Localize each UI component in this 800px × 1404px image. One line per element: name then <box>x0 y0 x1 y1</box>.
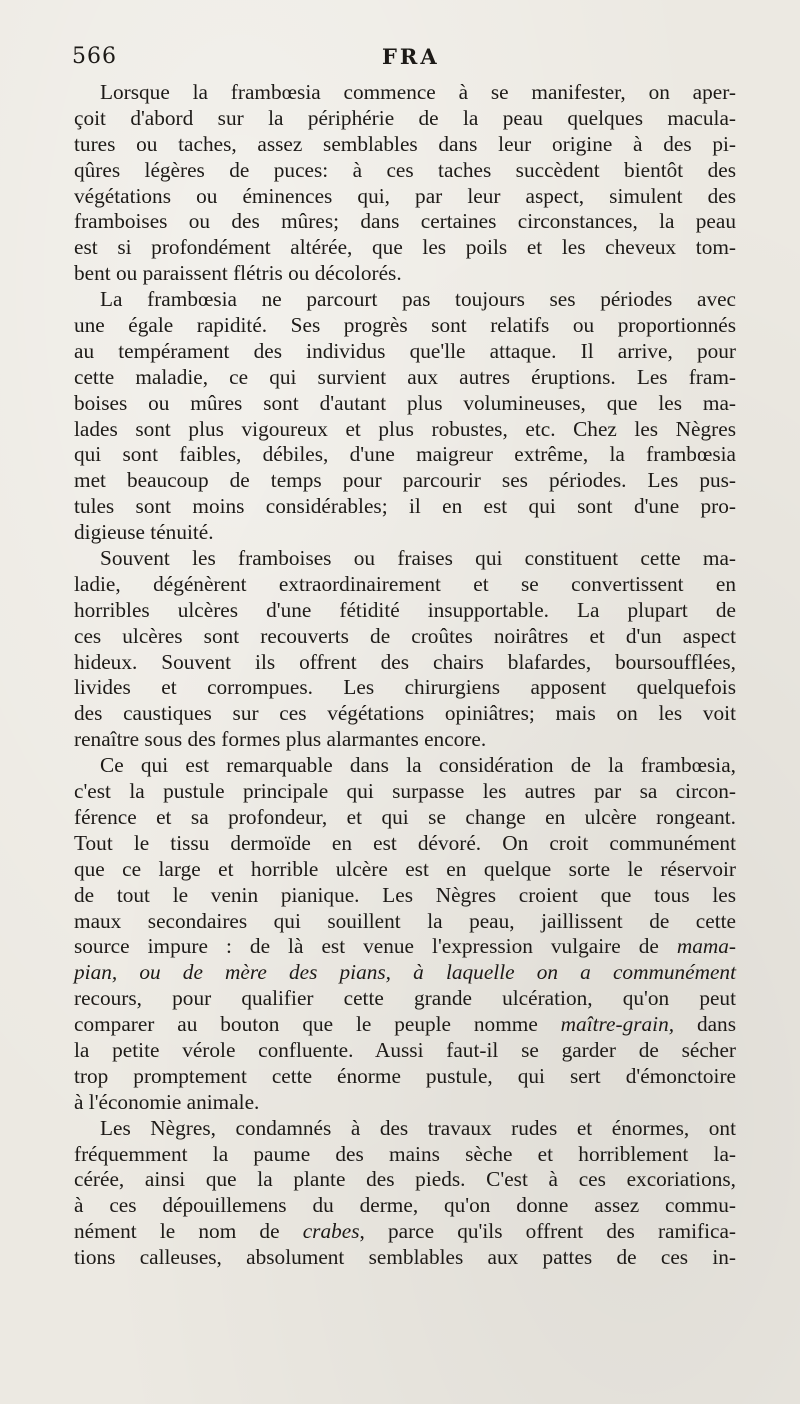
text-line: Souvent les framboises ou fraises qui constituent cette ma- <box>100 546 736 571</box>
text-line: c'est la pustule principale qui surpasse les autres par sa circon- <box>74 779 736 804</box>
text-line: cérée, ainsi que la plante des pieds. C'est à ces excoriations, <box>74 1167 736 1192</box>
text-line: férence et sa profondeur, et qui se change en ulcère rongeant. <box>74 804 736 829</box>
text-line: des caustiques sur ces végétations opiniâtres; mais on les voit <box>74 701 736 726</box>
text-line <box>74 1012 736 1038</box>
running-head: FRA <box>382 44 440 69</box>
text-line: Ce qui est remarquable dans la considération de la frambœsia, <box>100 753 736 778</box>
text-line: Lorsque la frambœsia commence à se manifester, on aper- <box>100 80 736 104</box>
text-line: à l'économie animale. <box>74 1089 260 1114</box>
text-line: est si profondément altérée, que les poils et les cheveux tom- <box>74 235 736 260</box>
text-line <box>74 1219 736 1245</box>
text-line: ces ulcères sont recouverts de croûtes noirâtres et d'un aspect <box>74 623 736 648</box>
text-line: qui sont faibles, débiles, d'une maigreur extrême, la frambœsia <box>74 442 736 467</box>
text-line: framboises ou des mûres; dans certaines circonstances, la peau <box>74 209 736 234</box>
text-segment: , parce qu'ils offrent des ramifica- <box>359 1219 736 1244</box>
text-line: renaître sous des formes plus alarmantes encore. <box>74 727 487 752</box>
text-line: lades sont plus vigoureux et plus robustes, etc. Chez les Nègres <box>74 416 736 441</box>
italic-term: crabes <box>302 1219 360 1244</box>
text-line: tions calleuses, absolument semblables aux pattes de ces in- <box>74 1245 736 1270</box>
text-line: met beaucoup de temps pour parcourir ses périodes. Les pus- <box>74 468 736 493</box>
text-line: recours, pour qualifier cette grande ulcération, qu'on peut <box>74 986 736 1011</box>
text-line: que ce large et horrible ulcère est en quelque sorte le réservoir <box>74 856 736 881</box>
text-line: la petite vérole confluente. Aussi faut-il se garder de sécher <box>74 1037 736 1062</box>
text-line: trop promptement cette énorme pustule, qui sert d'émonctoire <box>74 1063 736 1088</box>
text-line: digieuse ténuité. <box>74 520 214 545</box>
page-header <box>72 40 732 80</box>
text-segment: source impure : de là est venue l'expression vulgaire de <box>74 934 677 959</box>
text-line: à ces dépouillemens du derme, qu'on donne assez commu- <box>74 1193 736 1218</box>
text-line: maux secondaires qui souillent la peau, jaillissent de cette <box>74 908 736 933</box>
text-line: Les Nègres, condamnés à des travaux rudes et énormes, ont <box>100 1115 736 1140</box>
text-line: çoit d'abord sur la périphérie de la peau quelques macula- <box>74 105 736 130</box>
text-line: livides et corrompues. Les chirurgiens apposent quelquefois <box>74 675 736 700</box>
text-line: horribles ulcères d'une fétidité insupportable. La plupart de <box>74 597 736 622</box>
text-line: La frambœsia ne parcourt pas toujours ses périodes avec <box>100 287 736 312</box>
text-line: au tempérament des individus que'lle attaque. Il arrive, pour <box>74 338 736 363</box>
text-line: Tout le tissu dermoïde en est dévoré. On croit communément <box>74 830 736 855</box>
text-line: tules sont moins considérables; il en est qui sont d'une pro- <box>74 494 736 519</box>
text-line: qûres légères de puces: à ces taches succèdent bientôt des <box>74 157 736 182</box>
text-line: végétations ou éminences qui, par leur aspect, simulent des <box>74 183 736 208</box>
text-line: une égale rapidité. Ses progrès sont relatifs ou proportionnés <box>74 313 736 338</box>
text-line: hideux. Souvent ils offrent des chairs blafardes, boursoufflées, <box>74 649 736 674</box>
text-line: bent ou paraissent flétris ou décolorés. <box>74 261 402 286</box>
text-segment: nément le nom de <box>74 1219 303 1244</box>
page-number: 566 <box>72 44 117 69</box>
text-line <box>74 934 736 960</box>
text-line: ladie, dégénèrent extraordinairement et se convertissent en <box>74 571 736 596</box>
text-segment: comparer au bouton que le peuple nomme <box>74 1012 561 1037</box>
text-line <box>74 960 736 986</box>
text-line: tures ou taches, assez semblables dans leur origine à des pi- <box>74 131 736 156</box>
italic-term: maître-grain, <box>560 1012 675 1037</box>
body-text <box>74 80 736 1271</box>
italic-term: mama- <box>676 934 736 959</box>
text-line: boises ou mûres sont d'autant plus volumineuses, que les ma- <box>74 390 736 415</box>
text-line: de tout le venin pianique. Les Nègres croient que tous les <box>74 882 736 907</box>
text-line: fréquemment la paume des mains sèche et horriblement la- <box>74 1141 736 1166</box>
text-segment: dans <box>674 1012 736 1037</box>
text-line: cette maladie, ce qui survient aux autres éruptions. Les fram- <box>74 364 736 389</box>
italic-term: pian, ou de mère des pians, à laquelle on a communément <box>74 960 736 985</box>
